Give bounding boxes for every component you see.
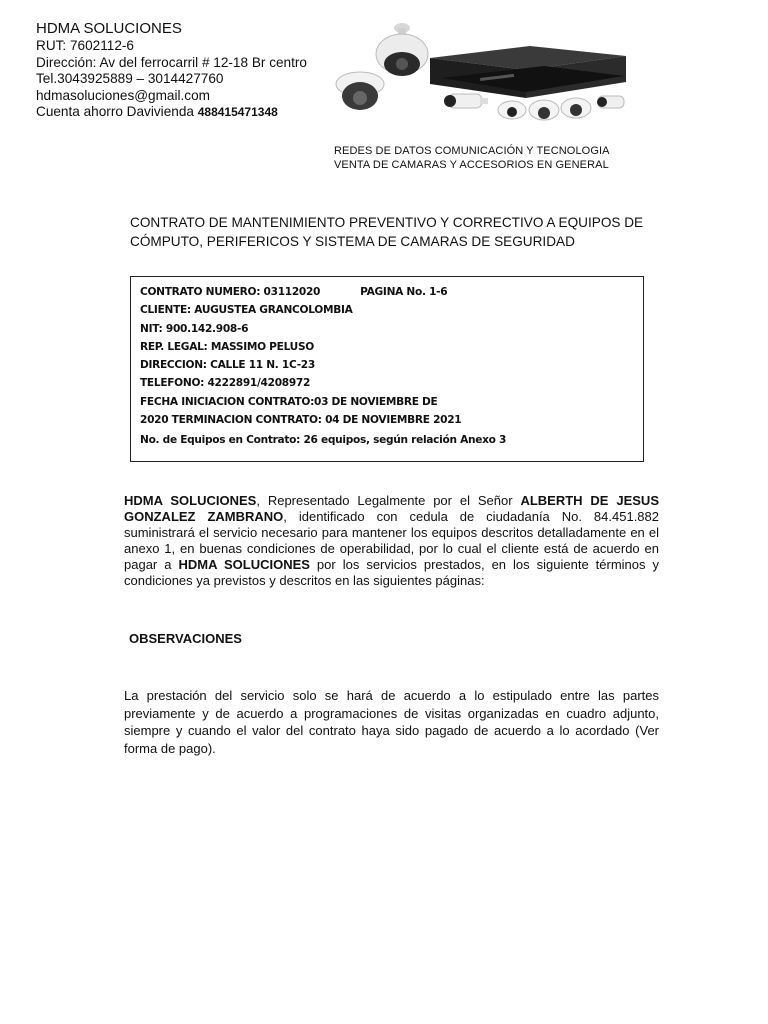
observations-text: La prestación del servicio solo se hará de acuerdo a lo estipulado entre las partes previamente y de acuerdo a programaciones de visitas organizadas en cuadro adjunto, siempre y cuando el valor del contrato haya sido pagado de acuerdo a lo acordado (Ver forma de pago). bbox=[124, 688, 659, 756]
contract-details-box bbox=[130, 276, 644, 462]
contract-equipment-count: No. de Equipos en Contrato: 26 equipos, según relación Anexo 3 bbox=[140, 434, 507, 447]
bank-account bbox=[36, 104, 307, 121]
tagline-line-2: VENTA DE CAMARAS Y ACCESORIOS EN GENERAL bbox=[334, 159, 609, 171]
company-tagline bbox=[334, 144, 610, 172]
company-email: hdmasoluciones@gmail.com bbox=[36, 87, 210, 103]
intro-company-name-2: HDMA SOLUCIONES bbox=[178, 557, 310, 572]
company-rut: RUT: 7602112-6 bbox=[36, 38, 134, 53]
contract-end-date: 2020 TERMINACION CONTRATO: 04 DE NOVIEMBRE 2021 bbox=[140, 414, 462, 427]
contract-number-row bbox=[140, 283, 634, 301]
contract-client: CLIENTE: AUGUSTEA GRANCOLOMBIA bbox=[140, 304, 353, 317]
bank-account-number: 488415471348 bbox=[197, 105, 278, 119]
tagline-line-1: REDES DE DATOS COMUNICACIÓN Y TECNOLOGIA bbox=[334, 145, 610, 157]
bank-account-label: Cuenta ahorro Davivienda bbox=[36, 104, 198, 119]
intro-text-3: por los servicios prestados, en los siguiente términos y condiciones ya previstos y descritos en las siguientes páginas: bbox=[124, 557, 660, 588]
intro-text-2: , identificado con cedula de ciudadanía No. 84.451.882 suministrará el servicio necesario para mantener los equipos descritos detalladamente en el anexo 1, en buenas condiciones de operabilidad, por lo cual el cliente está de acuerdo en pagar a bbox=[124, 509, 659, 572]
contract-page: PAGINA No. 1-6 bbox=[360, 286, 448, 298]
document-title bbox=[130, 213, 670, 251]
intro-representative: ALBERTH DE JESUS GONZALEZ ZAMBRANO bbox=[124, 493, 659, 524]
intro-company-name: HDMA SOLUCIONES bbox=[124, 493, 257, 508]
observations-heading: OBSERVACIONES bbox=[129, 631, 242, 646]
title-line-1: CONTRATO DE MANTENIMIENTO PREVENTIVO Y CORRECTIVO A EQUIPOS DE bbox=[130, 215, 644, 230]
contract-nit: NIT: 900.142.908-6 bbox=[140, 322, 249, 335]
security-cameras-image bbox=[330, 18, 630, 126]
contract-number: CONTRATO NUMERO: 03112020 bbox=[140, 286, 321, 298]
company-header bbox=[36, 20, 307, 121]
intro-paragraph bbox=[124, 493, 659, 589]
company-name: HDMA SOLUCIONES bbox=[36, 20, 182, 37]
contract-legal-rep: REP. LEGAL: MASSIMO PELUSO bbox=[140, 340, 314, 353]
title-line-2: CÓMPUTO, PERIFERICOS Y SISTEMA DE CAMARAS DE SEGURIDAD bbox=[130, 234, 575, 249]
contract-address: DIRECCION: CALLE 11 N. 1C-23 bbox=[140, 359, 315, 372]
contract-start-date: FECHA INICIACION CONTRATO:03 DE NOVIEMBRE DE bbox=[140, 395, 438, 408]
intro-text-1: , Representado Legalmente por el Señor bbox=[256, 493, 521, 508]
company-phone: Tel.3043925889 – 3014427760 bbox=[36, 71, 224, 86]
contract-phone: TELEFONO: 4222891/4208972 bbox=[140, 377, 311, 390]
company-address: Dirección: Av del ferrocarril # 12-18 Br centro bbox=[36, 54, 307, 70]
